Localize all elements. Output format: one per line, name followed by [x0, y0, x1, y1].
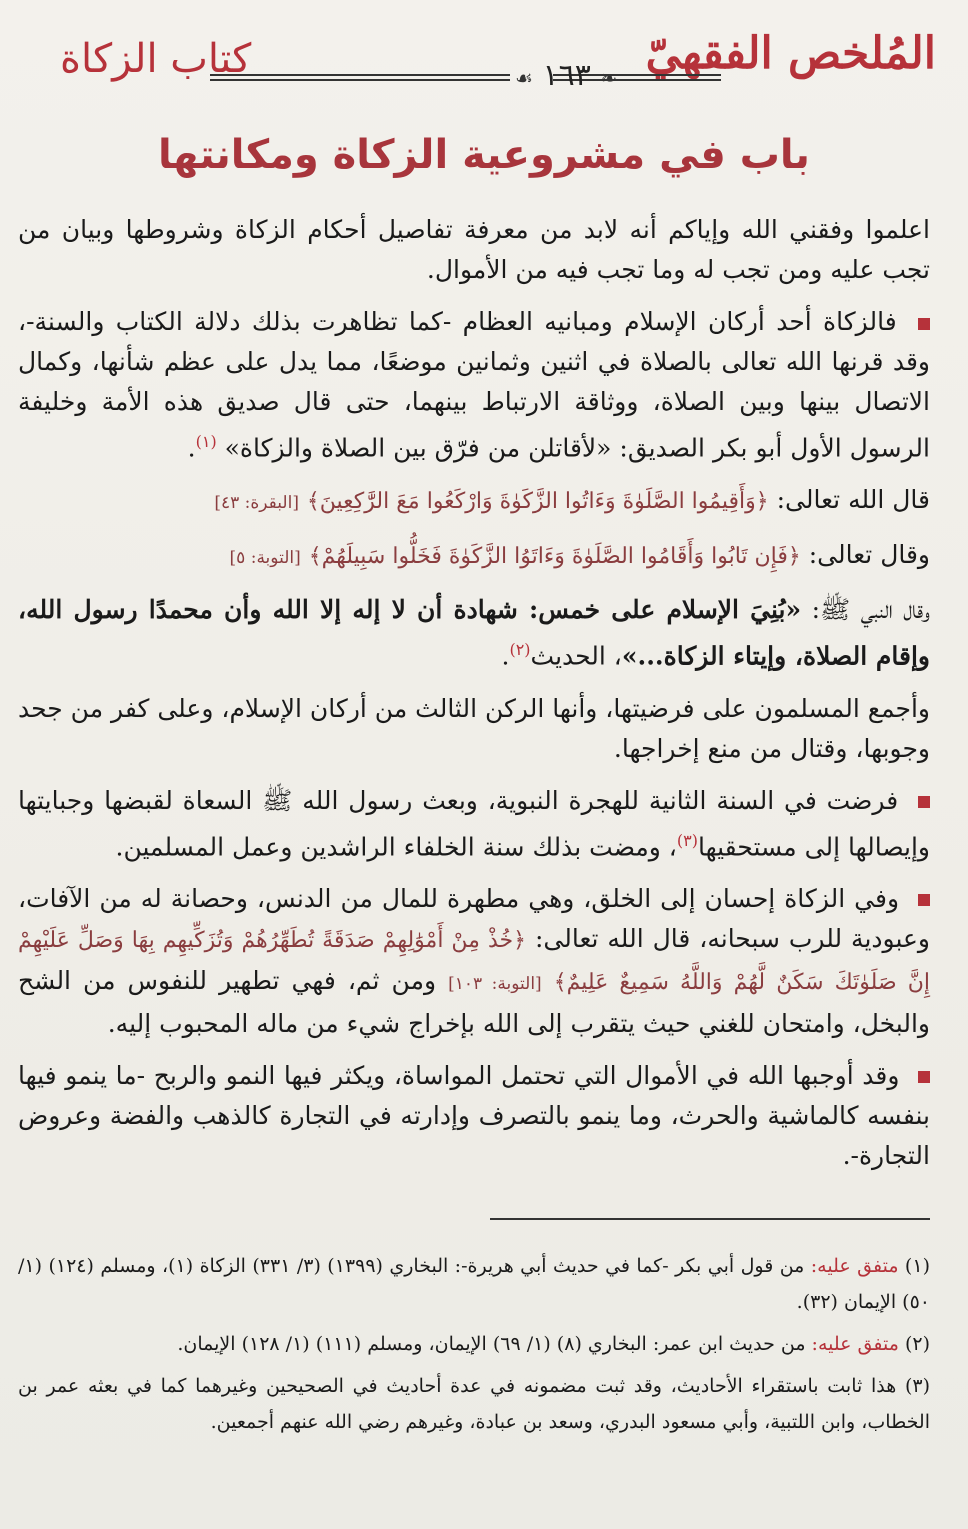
paragraph-text: ومن ثم، فهي تطهير للنفوس من الشح والبخل، وامتحان للغني حيث يتقرب إلى الله بإخراج شيء من ماله المحبوب إليه.: [18, 965, 930, 1038]
main-text: [18, 210, 930, 1188]
quran-verse-line: [18, 480, 930, 523]
paragraph-text: ، ومضت بذلك سنة الخلفاء الراشدين وعمل المسلمين.: [115, 831, 677, 861]
footnote-text: هذا ثابت باستقراء الأحاديث، وقد ثبت مضمونه في عدة أحاديث في الصحيحين وغيرهما كما في بعثه عمر بن الخطاب، وابن اللتبية، وأبي مسعود البدري، وسعد بن عبادة، وغيرهم رضي الله عنهم أجمعين.: [18, 1375, 930, 1433]
hadith-text: «بُنِيَ الإسلام على خمس: شهادة أن لا إله إلا الله وأن محمدًا رسول الله، وإقام الصلاة، وإيتاء الزكاة...»: [18, 595, 930, 671]
footnotes: [18, 1248, 930, 1446]
paragraph-text: وقد أوجبها الله في الأموال التي تحتمل المواساة، ويكثر فيها النمو والربح -ما ينمو فيها بنفسه كالماشية والحرث، وما ينمو بالتصرف وإدارته في التجارة كالذهب والفضة وعروض التجارة-.: [18, 1060, 930, 1170]
quran-verse-line: [18, 535, 930, 578]
verse-intro: وقال تعالى:: [808, 540, 930, 570]
quran-verse: ﴿وَأَقِيمُوا الصَّلَوٰةَ وَءَاتُوا الزَّكَوٰةَ وَارْكَعُوا مَعَ الرَّٰكِعِينَ﴾: [306, 489, 769, 515]
page-header: [60, 28, 936, 98]
book-title-header: المُلخص الفقهيّ: [645, 28, 936, 79]
paragraph-text: وأجمع المسلمون على فرضيتها، وأنها الركن الثالث من أركان الإسلام، وعلى كفر من جحد وجوبها، وقتال من منع إخراجها.: [18, 693, 930, 763]
footnote: [18, 1248, 930, 1320]
paragraph: [18, 1056, 930, 1176]
hadith-suffix: ، الحديث: [530, 641, 622, 671]
chapter-title: باب في مشروعية الزكاة ومكانتها: [158, 132, 810, 178]
ornament-icon: ☙: [515, 66, 533, 90]
paragraph-text: وفي الزكاة إحسان إلى الخلق، وهي مطهرة للمال من الدنس، وحصانة له من الآفات، وعبودية للرب سبحانه، قال الله تعالى:: [18, 883, 930, 953]
footnote-number: (٢): [898, 1333, 930, 1355]
page-number-text: ١٦٣: [542, 58, 591, 93]
verse-reference: [البقرة: ٤٣]: [214, 493, 299, 514]
footnote-number: (٣): [896, 1375, 930, 1397]
footnote-text: من حديث ابن عمر: البخاري (٨) (١/ ٦٩) الإيمان، ومسلم (١١١) (١/ ١٢٨) الإيمان.: [177, 1333, 806, 1355]
paragraph: [18, 689, 930, 769]
hadith-line: وقال النبي ﷺ: «بُنِيَ الإسلام على خمس: شهادة أن لا إله إلا الله وأن محمدًا رسول الله، وإقام الصلاة، وإيتاء الزكاة...»، الحديث$^{(٢)}$.: [18, 595, 930, 671]
bullet-square-icon: [918, 1071, 930, 1083]
paragraph-text: فالزكاة أحد أركان الإسلام ومبانيه العظام -كما تظاهرت بذلك دلالة الكتاب والسنة-، وقد قرنها الله تعالى بالصلاة في اثنين وثمانين موضعًا، مما يدل على عظم شأنها، وكمال الاتصال بينها وبين الصلاة، ووثاقة الارتباط بينهما، حتى قال صديق هذه الأمة وخليفة الرسول الأول أبو بكر الصديق: «لأقاتلن من فرّق بين الصلاة والزكاة»: [18, 307, 930, 463]
footnote-text: من قول أبي بكر -كما في حديث أبي هريرة-: البخاري (١٣٩٩) (٣/ ٣٣١) الزكاة (١)، ومسلم (١٢٤) (١/ ٥٠) الإيمان (٣٢).: [18, 1255, 930, 1313]
footnote: [18, 1326, 930, 1362]
paragraph: [18, 879, 930, 1044]
verse-reference: [التوبة: ٥]: [229, 548, 301, 569]
bullet-square-icon: [918, 318, 930, 330]
header-rule-left: [210, 74, 510, 76]
paragraph-text: فرضت في السنة الثانية للهجرة النبوية، وبعث رسول الله ﷺ السعاة لقبضها وجبايتها وإيصالها إلى مستحقيها: [18, 785, 930, 861]
quran-verse: ﴿فَإِن تَابُوا وَأَقَامُوا الصَّلَوٰةَ وَءَاتَوُا الزَّكَوٰةَ فَخَلُّوا سَبِيلَهُمْ﴾: [308, 544, 801, 570]
footnote-number: (١): [898, 1255, 930, 1277]
footnote-mark: (٢): [509, 640, 531, 660]
verse-reference: [التوبة: ١٠٣]: [448, 973, 542, 994]
paragraph-text: اعلموا وفقني الله وإياكم أنه لابد من معرفة تفاصيل أحكام الزكاة وشروطها وبيان من تجب عليه ومن تجب له وما تجب فيه من الأموال.: [18, 215, 930, 284]
bullet-square-icon: [918, 894, 930, 906]
footnote-mark: (١): [195, 432, 217, 451]
paragraph: فالزكاة أحد أركان الإسلام ومبانيه العظام -كما تظاهرت بذلك دلالة الكتاب والسنة-، وقد قرنها الله تعالى بالصلاة في اثنين وثمانين موضعًا، مما يدل على عظم شأنها، وكمال الاتصال بينها وبين الصلاة، ووثاقة الارتباط بينهما، حتى قال صديق هذه الأمة وخليفة الرسول الأول أبو بكر الصديق: «لأقاتلن من فرّق بين الصلاة والزكاة» $^{(١)}$.: [18, 307, 930, 463]
footnote: [18, 1368, 930, 1440]
verse-intro: قال الله تعالى:: [776, 485, 930, 515]
footnote-key: متفق عليه:: [811, 1333, 899, 1355]
footnote-mark: (٣): [676, 830, 698, 850]
page-number: [515, 58, 617, 93]
ornament-icon: ❧: [600, 66, 618, 90]
footnote-divider: [490, 1218, 930, 1220]
paragraph: [18, 210, 930, 290]
bullet-square-icon: [918, 796, 930, 808]
hadith-intro: وقال النبي ﷺ:: [811, 595, 930, 625]
quran-verse: ﴿خُذْ مِنْ أَمْوَٰلِهِمْ صَدَقَةً تُطَهِّرُهُمْ وَتُزَكِّيهِم بِهَا وَصَلِّ عَلَيْهِمْ إِنَّ صَلَوٰتَكَ سَكَنٌ لَّهُمْ وَاللَّهُ سَمِيعٌ عَلِيمٌ﴾: [18, 927, 931, 995]
footnote-key: متفق عليه:: [810, 1255, 899, 1277]
section-title-header: كتاب الزكاة: [60, 36, 252, 82]
paragraph: [18, 781, 930, 867]
